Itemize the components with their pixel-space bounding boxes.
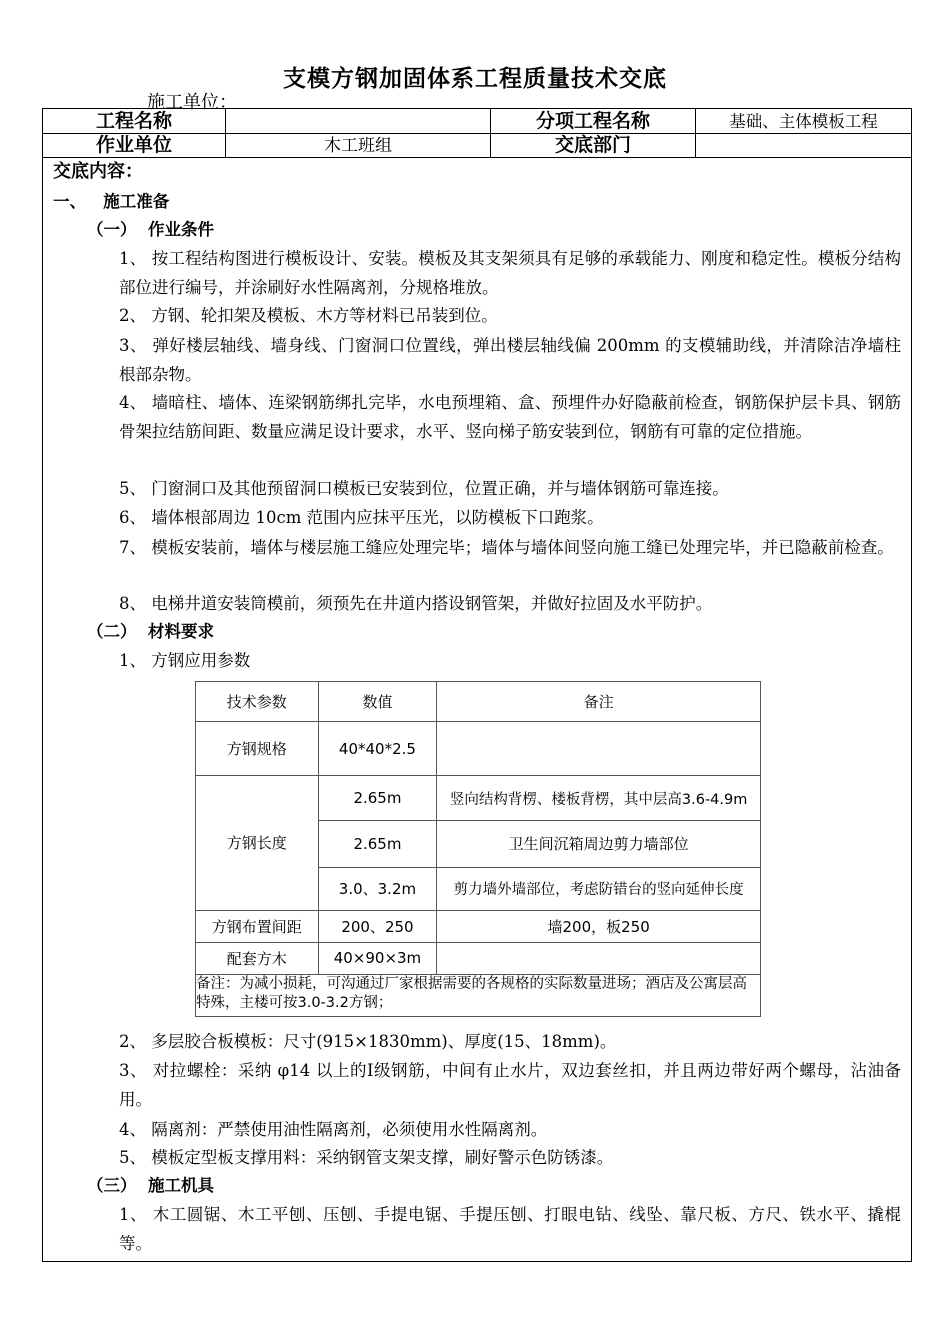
- construction-unit-label: 施工单位：: [147, 92, 237, 113]
- document-title: 支模方钢加固体系工程质量技术交底: [283, 65, 667, 92]
- work-condition-item: 3、 弹好楼层轴线、墙身线、门窗洞口位置线，弹出楼层轴线偏 200mm 的支模辅助线，并清除洁净墙柱根部杂物。: [119, 336, 901, 384]
- table-header: 数值: [318, 682, 437, 722]
- material-item: 1、 方钢应用参数: [119, 651, 251, 670]
- material-item: 2、 多层胶合板模板：尺寸(915×1830mm)、厚度(15、18mm)。: [119, 1032, 617, 1051]
- work-condition-item: 4、 墙暗柱、墙体、连梁钢筋绑扎完毕，水电预埋箱、盒、预埋件办好隐蔽前检查，钢筋保护层卡具、钢筋骨架拉结筋间距、数量应满足设计要求，水平、竖向梯子筋安装到位，钢筋有可靠的定位措施。: [119, 393, 901, 441]
- subsection-material-requirements: （二） 材料要求: [87, 622, 214, 641]
- steel-parameter-table: [195, 681, 761, 1017]
- table-cell: [437, 722, 761, 776]
- work-condition-item: 6、 墙体根部周边 10cm 范围内应抹平压光，以防模板下口跑浆。: [119, 508, 604, 527]
- sub-project-value: 基础、主体模板工程: [729, 112, 878, 131]
- subsection-work-conditions: （一） 作业条件: [87, 220, 214, 239]
- table-cell: 墙200，板250: [437, 910, 761, 942]
- work-unit-value: 木工班组: [324, 136, 392, 156]
- content-heading: 交底内容：: [53, 161, 143, 182]
- work-condition-item: 1、 按工程结构图进行模板设计、安装。模板及其支架须具有足够的承载能力、刚度和稳定性。模板分结构部位进行编号，并涂刷好水性隔离剂，分规格堆放。: [119, 249, 901, 297]
- project-name-label: 工程名称: [95, 110, 172, 132]
- table-cell: 2.65m: [318, 776, 437, 821]
- table-cell: 2.65m: [318, 821, 437, 867]
- table-cell: 方钢布置间距: [196, 910, 319, 942]
- table-cell: 3.0、3.2m: [318, 867, 437, 910]
- dept-label: 交底部门: [554, 134, 631, 156]
- work-condition-item: 5、 门窗洞口及其他预留洞口模板已安装到位，位置正确，并与墙体钢筋可靠连接。: [119, 479, 729, 498]
- table-cell: 40*40*2.5: [318, 722, 437, 776]
- table-header: 技术参数: [196, 682, 319, 722]
- tool-item: 1、 木工圆锯、木工平刨、压刨、手提电锯、手提压刨、打眼电钻、线坠、靠尺板、方尺、铁水平、撬棍等。: [119, 1205, 901, 1253]
- material-item: 4、 隔离剂：严禁使用油性隔离剂，必须使用水性隔离剂。: [119, 1120, 548, 1139]
- table-cell: 卫生间沉箱周边剪力墙部位: [437, 821, 761, 867]
- table-cell: 方钢规格: [196, 722, 319, 776]
- material-item: 5、 模板定型板支撑用料：采纳钢管支架支撑，刷好警示色防锈漆。: [119, 1148, 614, 1167]
- table-cell: 剪力墙外墙部位，考虑防错台的竖向延伸长度: [437, 867, 761, 910]
- work-condition-item: 2、 方钢、轮扣架及模板、木方等材料已吊装到位。: [119, 306, 498, 325]
- work-condition-item: 8、 电梯井道安装筒模前，须预先在井道内搭设钢管架，并做好拉固及水平防护。: [119, 594, 713, 613]
- section-1-heading: 一、 施工准备: [53, 192, 170, 211]
- table-cell: 方钢长度: [196, 776, 319, 910]
- subsection-construction-tools: （三） 施工机具: [87, 1176, 214, 1195]
- work-condition-item: 7、 模板安装前，墙体与楼层施工缝应处理完毕；墙体与墙体间竖向施工缝已处理完毕，并已隐蔽前检查。: [119, 538, 894, 557]
- row-divider: [43, 157, 911, 158]
- table-cell: [437, 942, 761, 974]
- material-item: 3、 对拉螺栓：采纳 φ14 以上的Ⅰ级钢筋，中间有止水片，双边套丝扣，并且两边带好两个螺母，沾油备用。: [119, 1061, 901, 1109]
- table-cell: 配套方木: [196, 942, 319, 974]
- table-cell: 40×90×3m: [318, 942, 437, 974]
- sub-project-label: 分项工程名称: [535, 110, 650, 132]
- table-cell: 竖向结构背楞、楼板背楞，其中层高3.6-4.9m: [437, 776, 761, 821]
- table-cell: 200、250: [318, 910, 437, 942]
- table-header: 备注: [437, 682, 761, 722]
- work-unit-label: 作业单位: [95, 134, 172, 156]
- table-note: 备注：为减小损耗，可沟通过厂家根据需要的各规格的实际数量进场；酒店及公寓层高特殊，主楼可按3.0-3.2方钢；: [196, 974, 761, 1016]
